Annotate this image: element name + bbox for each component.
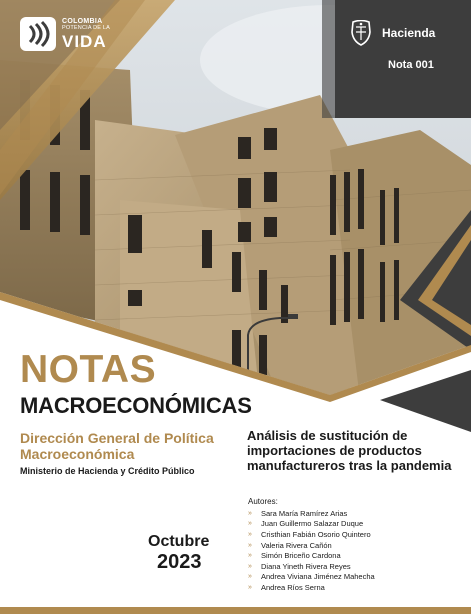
author-item <box>248 540 375 551</box>
author-item <box>248 550 375 561</box>
series-title: NOTAS <box>20 348 157 391</box>
author-name: Simón Briceño Cardona <box>261 551 341 561</box>
author-name: Cristhian Fabián Osorio Quintero <box>261 529 371 539</box>
authors-label: Autores: <box>248 497 278 506</box>
chevron-right-icon: » <box>248 520 252 528</box>
colombia-coat-of-arms-icon <box>350 20 372 46</box>
publication-month: Octubre <box>148 533 210 550</box>
chevron-right-icon: » <box>248 552 252 560</box>
chevron-right-icon: » <box>248 562 252 570</box>
logo-line-colombia: COLOMBIA <box>62 18 103 26</box>
author-name: Juan Guillermo Salazar Duque <box>261 519 364 529</box>
publication-year: 2023 <box>157 551 202 573</box>
hacienda-label: Hacienda <box>382 26 436 40</box>
authors-list <box>248 508 375 593</box>
author-name: Sara María Ramírez Arias <box>261 508 348 518</box>
series-subtitle: MACROECONÓMICAS <box>20 393 252 418</box>
author-item <box>248 519 375 530</box>
author-item <box>248 582 375 593</box>
author-name: Andrea Viviana Jiménez Mahecha <box>261 572 375 582</box>
author-item <box>248 561 375 572</box>
direction-name: Dirección General de Política Macroeconómica <box>20 430 214 462</box>
logo-line-vida: VIDA <box>62 31 107 51</box>
note-number: Nota 001 <box>388 59 434 71</box>
chevron-right-icon: » <box>248 583 252 591</box>
author-name: Valeria Rivera Cañón <box>261 540 332 550</box>
note-title: Análisis de sustitución de importaciones de productos manufactureros tras la pandemia <box>247 428 452 473</box>
author-item <box>248 508 375 519</box>
author-item <box>248 572 375 583</box>
author-name: Andrea Ríos Serna <box>261 582 325 592</box>
chevron-right-icon: » <box>248 541 252 549</box>
chevron-right-icon: » <box>248 573 252 581</box>
ministry-name: Ministerio de Hacienda y Crédito Público <box>20 466 195 476</box>
logo-line-potencia: POTENCIA DE LA <box>62 25 111 32</box>
hacienda-brand <box>350 20 435 46</box>
chevron-right-icon: » <box>248 530 252 538</box>
author-item <box>248 529 375 540</box>
colombia-potencia-de-la-vida-logo <box>20 17 110 51</box>
colombia-wave-logo-icon <box>20 17 56 51</box>
chevron-right-icon: » <box>248 509 252 517</box>
author-name: Diana Yineth Rivera Reyes <box>261 561 351 571</box>
